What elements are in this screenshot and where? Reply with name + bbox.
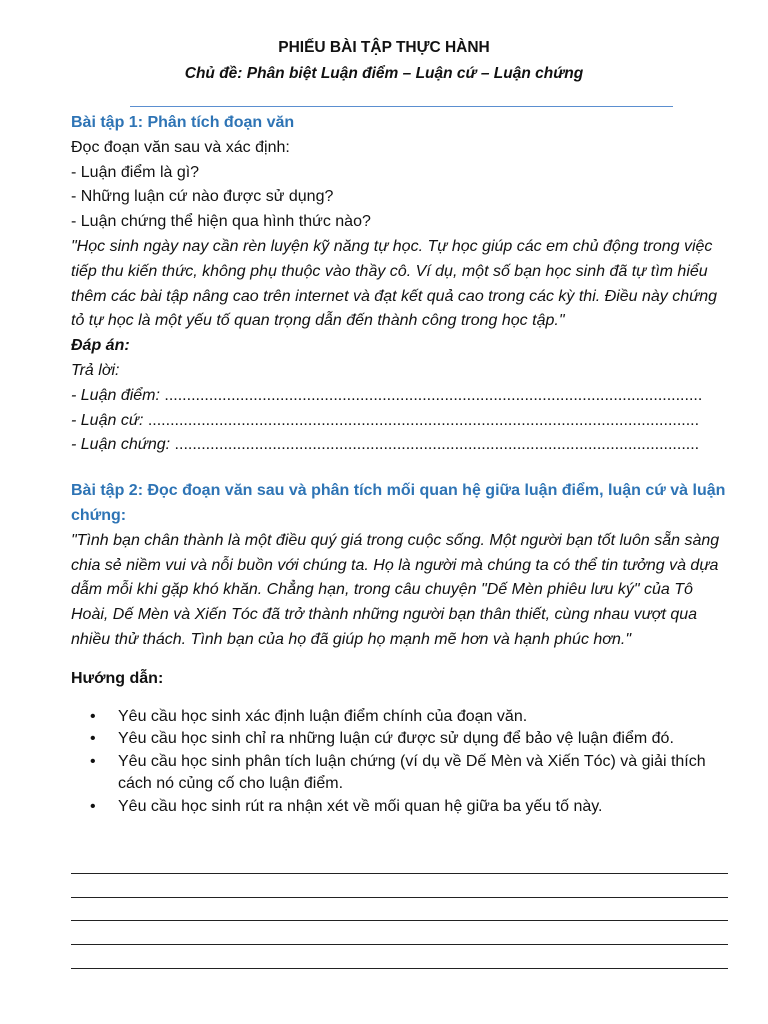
exercise2-heading: Bài tập 2: Đọc đoạn văn sau và phân tích mối quan hệ giữa luận điểm, luận cứ và luận chứng: [71,482,726,524]
exercise1-question: - Luận điểm là gì? [71,163,200,181]
guide-item-text: Yêu cầu học sinh xác định luận điểm chính của đoạn văn. [118,707,528,725]
answer-line-label: - Luận chứng: [71,436,175,454]
writing-line[interactable] [71,921,728,945]
guide-list-item [71,796,733,819]
answer-line-luan-chung[interactable] [71,433,733,458]
bullet-icon: • [90,707,96,725]
answer-line-label: - Luận điểm: [71,386,165,404]
answer-line-label: - Luận cứ: [71,411,148,429]
writing-line[interactable] [71,945,728,969]
answer-line-luan-diem[interactable] [71,384,733,409]
guide-list [71,706,733,819]
section-spacer [71,692,733,706]
bullet-icon: • [90,797,96,815]
bullet-icon: • [90,752,96,770]
guide-item-text: Yêu cầu học sinh phân tích luận chứng (ví dụ về Dế Mèn và Xiến Tóc) và giải thích cách nó củng cố cho luận điểm. [118,752,706,793]
writing-line[interactable] [71,898,728,922]
answer-fill-dots: ......................................................................................................................... [164,386,703,404]
worksheet-content [71,111,733,818]
exercise2-quote: "Tình bạn chân thành là một điều quý giá trong cuộc sống. Một người bạn tốt luôn sẵn sàng chia sẻ niềm vui và nỗi buồn với chúng ta. Họ là người mà chúng ta có thể tin tưởng và dựa dẫm mỗi khi gặp khó khăn. Chẳng hạn, trong câu chuyện "Dế Mèn phiêu lưu ký" của Tô Hoài, Dế Mèn và Xiến Tóc đã trở thành những người bạn thân thiết, cùng nhau vượt qua nhiều thử thách. Tình bạn của họ đã giúp họ mạnh mẽ hơn và hạnh phúc hơn." [71,531,720,648]
guide-list-item [71,728,733,751]
section-spacer [71,653,733,667]
writing-line[interactable] [71,874,728,898]
section-spacer [71,458,733,479]
guide-title: Hướng dẫn: [71,669,164,687]
exercise1-question: - Những luận cứ nào được sử dụng? [71,188,334,206]
page-title: PHIẾU BÀI TẬP THỰC HÀNH [278,39,490,56]
page-subtitle: Chủ đề: Phân biệt Luận điểm – Luận cứ – Luận chứng [184,65,584,82]
exercise1-quote: "Học sinh ngày nay cần rèn luyện kỹ năng tự học. Tự học giúp các em chủ động trong việc tiếp thu kiến thức, không phụ thuộc vào thầy cô. Ví dụ, một số bạn học sinh đã tự tìm hiểu thêm các bài tập nâng cao trên internet và đạt kết quả cao trong các kỳ thi. Điều này chứng tỏ tự học là một yếu tố quan trọng dẫn đến thành công trong học tập." [71,237,718,330]
exercise1-question: - Luận chứng thể hiện qua hình thức nào? [71,213,371,231]
bullet-icon: • [90,730,96,748]
answer-writing-area[interactable] [71,850,728,969]
guide-list-item [71,751,733,796]
reply-label: Trả lời: [71,361,120,379]
title-divider [130,106,673,107]
answer-line-luan-cu[interactable] [71,409,733,434]
writing-line[interactable] [71,850,728,874]
answer-label: Đáp án: [71,337,130,355]
guide-item-text: Yêu cầu học sinh rút ra nhận xét về mối quan hệ giữa ba yếu tố này. [118,797,603,815]
guide-list-item [71,706,733,729]
answer-fill-dots: ...................................................................................................................... [174,436,700,454]
answer-fill-dots: ............................................................................................................................ [147,411,700,429]
exercise1-heading: Bài tập 1: Phân tích đoạn văn [71,114,295,131]
exercise1-intro: Đọc đoạn văn sau và xác định: [71,138,290,156]
guide-item-text: Yêu cầu học sinh chỉ ra những luận cứ được sử dụng để bảo vệ luận điểm đó. [118,730,674,748]
